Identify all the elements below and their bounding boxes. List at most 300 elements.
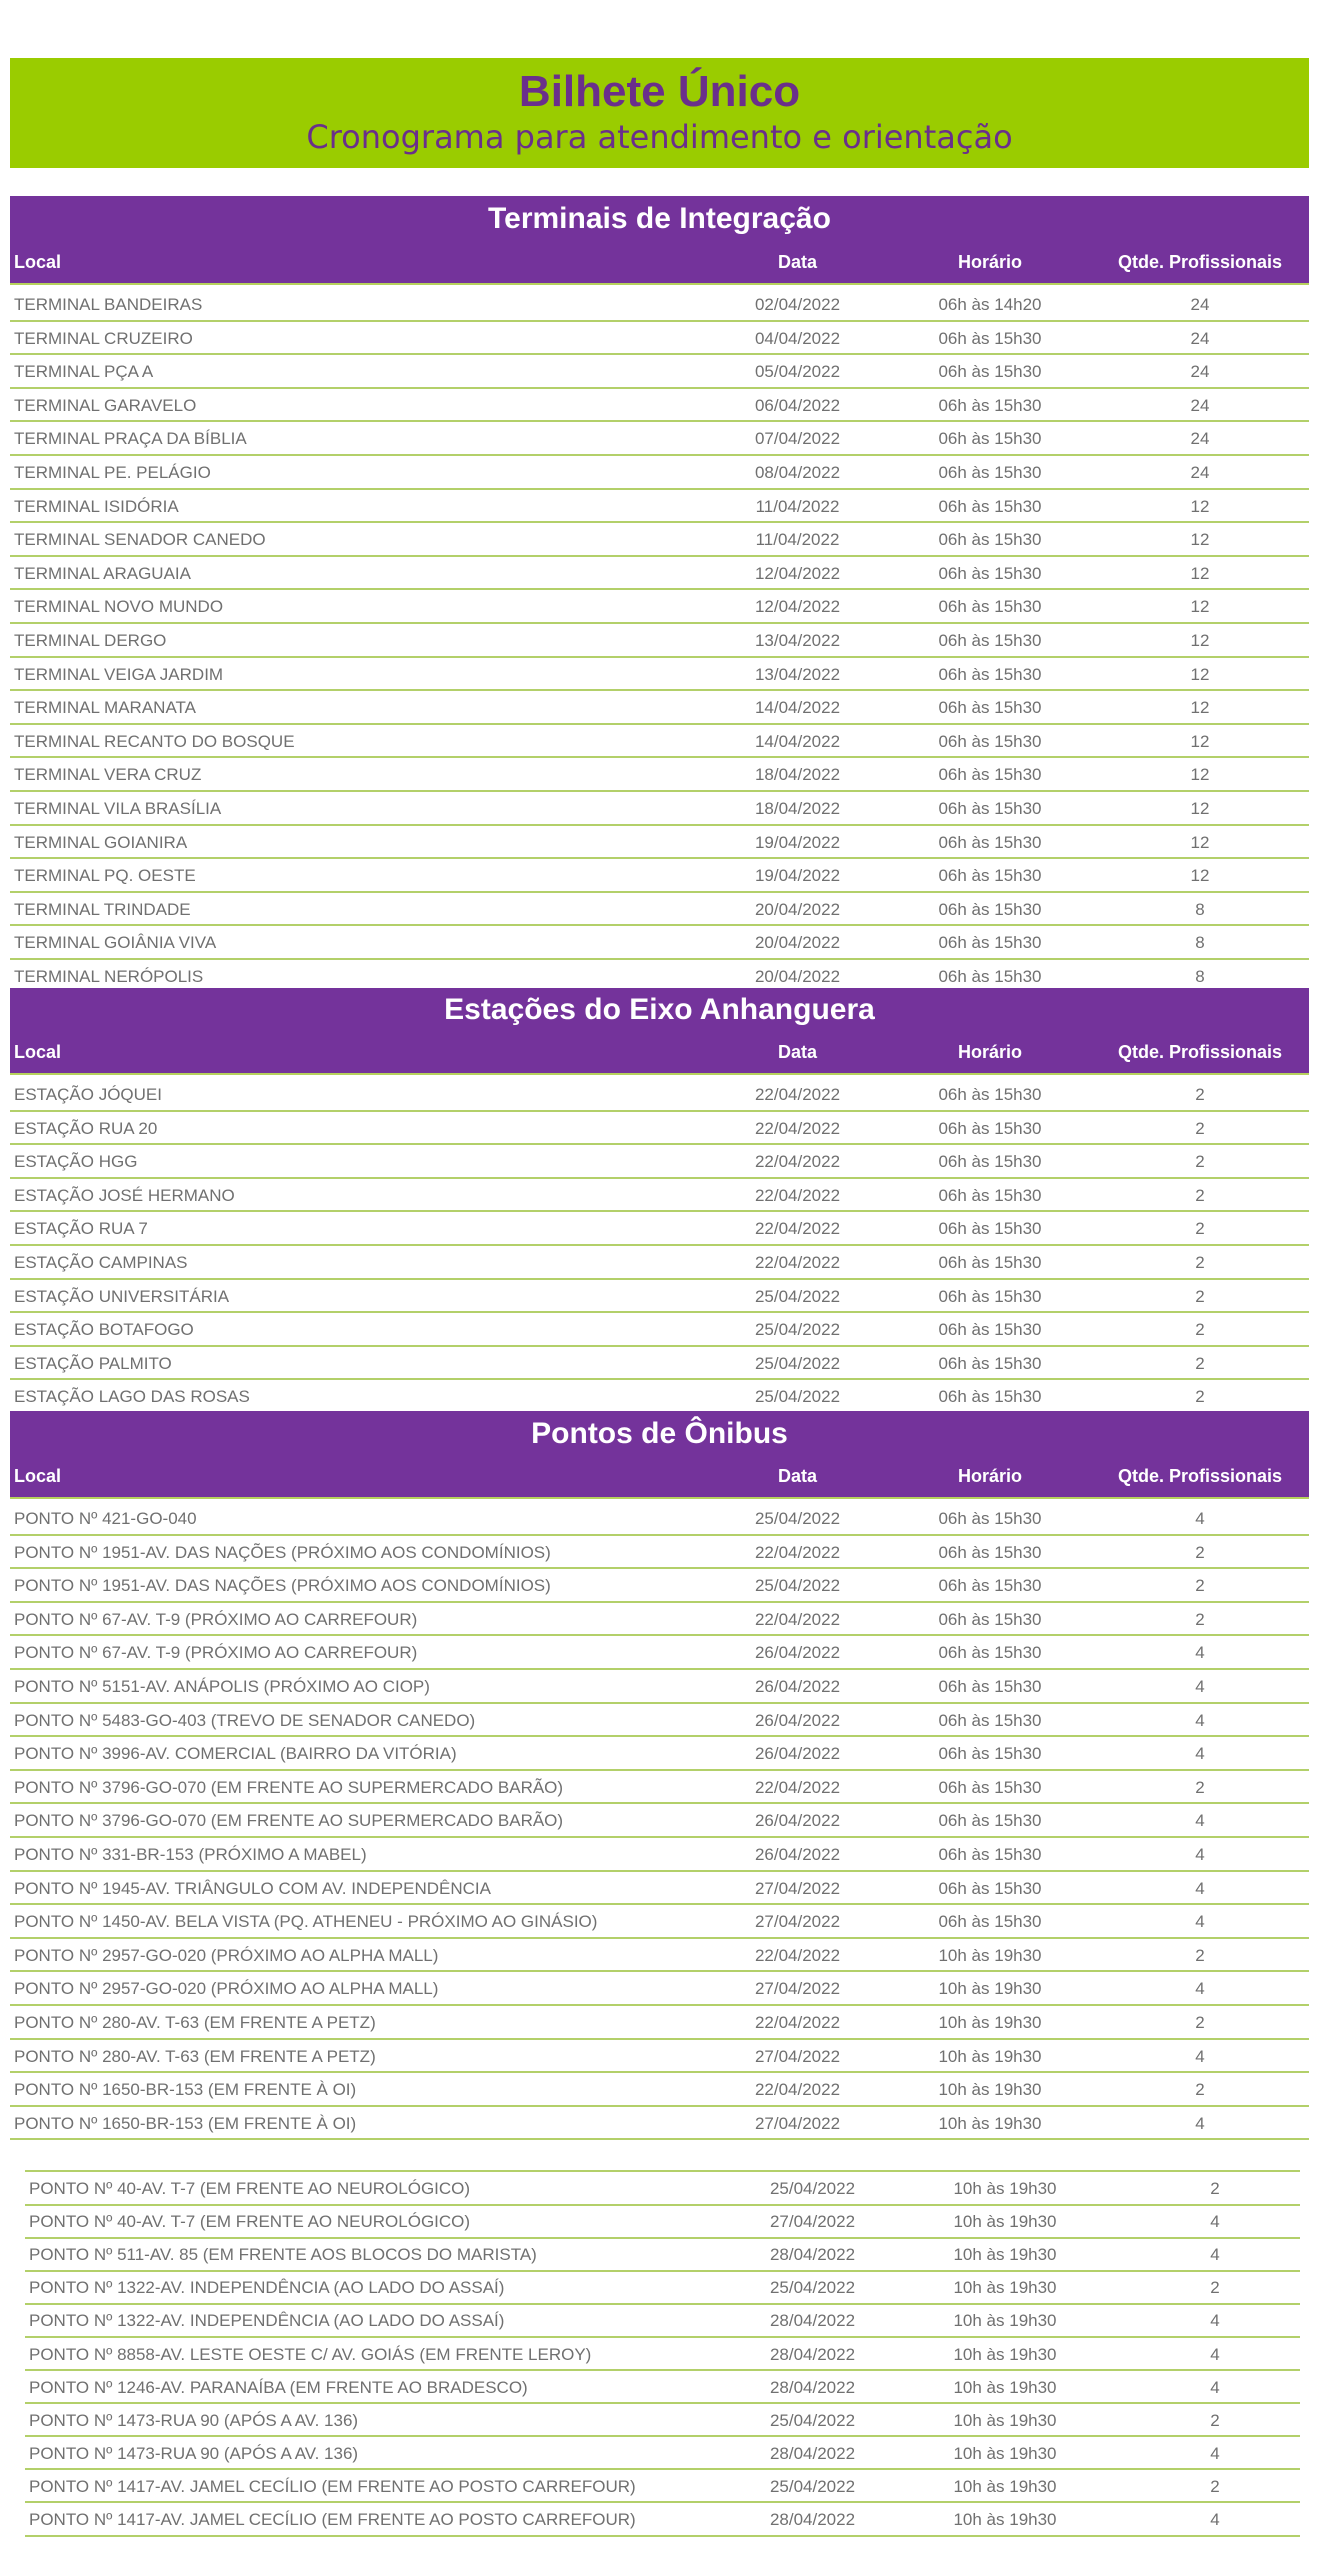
column-header-qtde: Qtde. Profissionais xyxy=(1117,1042,1283,1062)
cell-qtde: 24 xyxy=(1190,362,1210,382)
cell-local: TERMINAL GOIANIRA xyxy=(14,832,188,852)
table-row xyxy=(10,1905,1309,1939)
cell-horario: 06h às 15h30 xyxy=(938,1387,1042,1407)
cell-local: PONTO Nº 421-GO-040 xyxy=(14,1509,197,1528)
cell-horario: 10h às 19h30 xyxy=(953,2510,1057,2529)
table-row xyxy=(10,1939,1309,1973)
cell-qtde: 4 xyxy=(1195,2113,1205,2133)
cell-local: PONTO Nº 3996-AV. COMERCIAL (BAIRRO DA VITÓRIA) xyxy=(14,1744,457,1764)
cell-data: 28/04/2022 xyxy=(769,2510,856,2529)
cell-local: PONTO Nº 1473-RUA 90 (APÓS A AV. 136) xyxy=(29,2443,359,2463)
table-row xyxy=(10,1771,1309,1805)
cell-horario: 06h às 15h30 xyxy=(938,328,1042,348)
table-row xyxy=(10,1246,1309,1280)
cell-horario: 06h às 15h30 xyxy=(938,395,1042,415)
cell-horario: 10h às 19h30 xyxy=(953,2410,1057,2430)
cell-horario: 06h às 15h30 xyxy=(938,1811,1042,1831)
cell-horario: 10h às 19h30 xyxy=(953,2212,1057,2232)
column-header-data: Data xyxy=(777,1042,817,1062)
cell-data: 25/04/2022 xyxy=(754,1286,841,1306)
table-header xyxy=(10,242,1309,285)
cell-local: TERMINAL ISIDÓRIA xyxy=(14,496,179,516)
cell-data: 20/04/2022 xyxy=(754,899,841,919)
cell-local: PONTO Nº 1417-AV. JAMEL CECÍLIO (EM FRENTE AO POSTO CARREFOUR) xyxy=(29,2510,636,2529)
cell-qtde: 4 xyxy=(1195,1710,1205,1730)
cell-local: TERMINAL GARAVELO xyxy=(14,395,197,415)
cell-qtde: 2 xyxy=(1195,1609,1205,1629)
table-row xyxy=(10,1838,1309,1872)
cell-horario: 06h às 15h30 xyxy=(938,1710,1042,1730)
cell-qtde: 24 xyxy=(1190,295,1210,314)
cell-horario: 06h às 15h30 xyxy=(938,597,1042,617)
table-row xyxy=(10,658,1309,692)
cell-local: TERMINAL RECANTO DO BOSQUE xyxy=(14,731,295,751)
table-row xyxy=(25,2271,1300,2305)
table-row xyxy=(10,2107,1309,2141)
cell-horario: 10h às 19h30 xyxy=(938,2013,1042,2032)
cell-data: 26/04/2022 xyxy=(754,1710,841,1730)
cell-data: 27/04/2022 xyxy=(754,1878,841,1898)
cell-horario: 06h às 15h30 xyxy=(938,1744,1042,1764)
section-title: Terminais de Integração xyxy=(10,196,1309,242)
cell-horario: 06h às 15h30 xyxy=(938,1219,1042,1239)
cell-horario: 06h às 15h30 xyxy=(938,1353,1042,1373)
cell-qtde: 24 xyxy=(1190,463,1210,482)
cell-horario: 06h às 15h30 xyxy=(938,463,1042,482)
cell-local: ESTAÇÃO CAMPINAS xyxy=(14,1253,188,1272)
document-title: Bilhete Único xyxy=(518,67,801,116)
cell-local: ESTAÇÃO BOTAFOGO xyxy=(14,1320,194,1340)
table-row xyxy=(10,288,1309,322)
cell-horario: 06h às 15h30 xyxy=(938,832,1042,852)
cell-qtde: 12 xyxy=(1190,731,1210,751)
cell-data: 08/04/2022 xyxy=(754,463,841,482)
cell-qtde: 4 xyxy=(1195,1677,1205,1696)
table-row xyxy=(10,1280,1309,1314)
cell-data: 25/04/2022 xyxy=(769,2179,856,2198)
table-header xyxy=(10,1032,1309,1075)
cell-data: 18/04/2022 xyxy=(754,799,841,818)
table-row xyxy=(25,2172,1300,2206)
column-header-data: Data xyxy=(777,252,817,272)
cell-data: 19/04/2022 xyxy=(754,832,841,852)
column-header-local: Local xyxy=(14,252,62,272)
table-row xyxy=(10,523,1309,557)
cell-horario: 10h às 19h30 xyxy=(938,1979,1042,1999)
table-row xyxy=(10,1145,1309,1179)
cell-qtde: 2 xyxy=(1195,1320,1205,1340)
cell-horario: 10h às 19h30 xyxy=(938,1945,1042,1965)
cell-local: TERMINAL PRAÇA DA BÍBLIA xyxy=(14,429,247,449)
cell-local: PONTO Nº 1945-AV. TRIÂNGULO COM AV. INDEPENDÊNCIA xyxy=(14,1878,491,1898)
cell-data: 28/04/2022 xyxy=(769,2377,856,2397)
table-row xyxy=(10,322,1309,356)
cell-horario: 10h às 19h30 xyxy=(953,2278,1057,2298)
table-row xyxy=(10,1380,1309,1414)
cell-data: 22/04/2022 xyxy=(754,2013,841,2032)
cell-qtde: 2 xyxy=(1195,1387,1205,1407)
table-row xyxy=(10,1347,1309,1381)
column-header-horario: Horário xyxy=(957,1466,1022,1486)
table-row xyxy=(10,1569,1309,1603)
cell-local: ESTAÇÃO LAGO DAS ROSAS xyxy=(14,1387,250,1407)
cell-horario: 10h às 19h30 xyxy=(953,2443,1057,2463)
cell-horario: 06h às 15h30 xyxy=(938,1118,1042,1138)
cell-horario: 10h às 19h30 xyxy=(938,2080,1042,2100)
cell-qtde: 12 xyxy=(1190,866,1210,886)
cell-horario: 10h às 19h30 xyxy=(953,2476,1057,2496)
cell-horario: 06h às 15h30 xyxy=(938,1152,1042,1172)
cell-data: 28/04/2022 xyxy=(769,2245,856,2265)
cell-data: 02/04/2022 xyxy=(754,295,841,314)
cell-horario: 06h às 15h30 xyxy=(938,866,1042,886)
cell-data: 22/04/2022 xyxy=(754,1253,841,1272)
cell-qtde: 4 xyxy=(1210,2245,1220,2265)
cell-horario: 06h às 15h30 xyxy=(938,933,1042,953)
cell-data: 11/04/2022 xyxy=(755,530,840,550)
table-row xyxy=(10,1737,1309,1771)
cell-local: PONTO Nº 1322-AV. INDEPENDÊNCIA (AO LADO DO ASSAÍ) xyxy=(29,2311,505,2331)
cell-data: 26/04/2022 xyxy=(754,1643,841,1663)
cell-horario: 10h às 19h30 xyxy=(938,2046,1042,2066)
cell-data: 13/04/2022 xyxy=(754,631,841,650)
cell-horario: 06h às 15h30 xyxy=(938,1509,1042,1528)
cell-horario: 06h às 15h30 xyxy=(938,731,1042,751)
table-row xyxy=(25,2238,1300,2272)
cell-qtde: 24 xyxy=(1190,429,1210,449)
cell-data: 27/04/2022 xyxy=(754,1979,841,1999)
table-row xyxy=(10,1704,1309,1738)
cell-data: 22/04/2022 xyxy=(754,1945,841,1965)
cell-qtde: 2 xyxy=(1210,2476,1220,2496)
cell-local: PONTO Nº 2957-GO-020 (PRÓXIMO AO ALPHA MALL) xyxy=(14,1945,439,1965)
cell-horario: 06h às 15h30 xyxy=(938,967,1042,986)
table-row xyxy=(10,893,1309,927)
cell-data: 25/04/2022 xyxy=(754,1387,841,1407)
cell-local: TERMINAL VEIGA JARDIM xyxy=(14,664,224,684)
table-row xyxy=(10,557,1309,591)
cell-local: TERMINAL VILA BRASÍLIA xyxy=(14,799,222,818)
cell-local: TERMINAL VERA CRUZ xyxy=(14,765,202,785)
cell-data: 20/04/2022 xyxy=(754,967,841,986)
title-banner xyxy=(10,58,1309,168)
cell-data: 20/04/2022 xyxy=(754,933,841,953)
cell-data: 25/04/2022 xyxy=(769,2476,856,2496)
cell-data: 26/04/2022 xyxy=(754,1677,841,1696)
cell-qtde: 2 xyxy=(1195,1253,1205,1272)
cell-qtde: 4 xyxy=(1195,1878,1205,1898)
cell-qtde: 4 xyxy=(1195,1643,1205,1663)
table-row xyxy=(10,1670,1309,1704)
cell-local: TERMINAL NOVO MUNDO xyxy=(14,597,224,617)
cell-data: 22/04/2022 xyxy=(754,2080,841,2100)
cell-horario: 06h às 15h30 xyxy=(938,1845,1042,1864)
cell-local: PONTO Nº 67-AV. T-9 (PRÓXIMO AO CARREFOUR) xyxy=(14,1609,418,1629)
table-row xyxy=(10,1502,1309,1536)
cell-horario: 10h às 19h30 xyxy=(938,2113,1042,2133)
cell-local: PONTO Nº 280-AV. T-63 (EM FRENTE A PETZ) xyxy=(14,2046,376,2066)
cell-local: ESTAÇÃO RUA 20 xyxy=(14,1118,158,1138)
cell-local: TERMINAL GOIÂNIA VIVA xyxy=(14,933,217,953)
cell-qtde: 24 xyxy=(1190,328,1210,348)
table-row xyxy=(10,758,1309,792)
column-header-qtde: Qtde. Profissionais xyxy=(1117,252,1283,272)
section-title: Pontos de Ônibus xyxy=(10,1411,1309,1456)
cell-local: PONTO Nº 2957-GO-020 (PRÓXIMO AO ALPHA MALL) xyxy=(14,1979,439,1999)
cell-local: PONTO Nº 1650-BR-153 (EM FRENTE À OI) xyxy=(14,2113,357,2133)
cell-qtde: 12 xyxy=(1190,698,1210,718)
table-row xyxy=(10,2073,1309,2107)
cell-horario: 06h às 15h30 xyxy=(938,1609,1042,1629)
cell-qtde: 2 xyxy=(1210,2278,1220,2298)
cell-local: TERMINAL TRINDADE xyxy=(14,899,191,919)
cell-local: ESTAÇÃO JOSÉ HERMANO xyxy=(14,1185,235,1205)
cell-qtde: 2 xyxy=(1195,1353,1205,1373)
cell-qtde: 12 xyxy=(1190,563,1210,583)
cell-local: PONTO Nº 5483-GO-403 (TREVO DE SENADOR CANEDO) xyxy=(14,1710,476,1730)
cell-local: PONTO Nº 40-AV. T-7 (EM FRENTE AO NEUROLÓGICO) xyxy=(29,2179,471,2198)
cell-local: TERMINAL PÇA A xyxy=(14,362,154,382)
cell-qtde: 4 xyxy=(1195,1979,1205,1999)
cell-qtde: 2 xyxy=(1195,2013,1205,2032)
cell-local: PONTO Nº 1473-RUA 90 (APÓS A AV. 136) xyxy=(29,2410,359,2430)
table-row xyxy=(10,1112,1309,1146)
cell-local: PONTO Nº 1650-BR-153 (EM FRENTE À OI) xyxy=(14,2080,357,2100)
cell-qtde: 24 xyxy=(1190,395,1210,415)
cell-local: PONTO Nº 40-AV. T-7 (EM FRENTE AO NEUROLÓGICO) xyxy=(29,2212,471,2232)
table-row xyxy=(10,1536,1309,1570)
cell-data: 28/04/2022 xyxy=(769,2344,856,2364)
table-row xyxy=(10,624,1309,658)
cell-local: ESTAÇÃO PALMITO xyxy=(14,1353,172,1373)
table-row xyxy=(25,2404,1300,2438)
table-row xyxy=(10,1179,1309,1213)
cell-qtde: 4 xyxy=(1210,2443,1220,2463)
cell-data: 27/04/2022 xyxy=(754,1912,841,1932)
table-row xyxy=(25,2503,1300,2537)
table-row xyxy=(10,1636,1309,1670)
cell-qtde: 2 xyxy=(1195,1185,1205,1205)
cell-horario: 06h às 15h30 xyxy=(938,631,1042,650)
table-row xyxy=(10,1972,1309,2006)
cell-local: PONTO Nº 280-AV. T-63 (EM FRENTE A PETZ) xyxy=(14,2013,376,2032)
cell-qtde: 8 xyxy=(1195,899,1205,919)
cell-local: PONTO Nº 1450-AV. BELA VISTA (PQ. ATHENEU - PRÓXIMO AO GINÁSIO) xyxy=(14,1912,598,1932)
cell-qtde: 2 xyxy=(1195,1219,1205,1239)
cell-qtde: 2 xyxy=(1195,1777,1205,1797)
cell-data: 27/04/2022 xyxy=(754,2113,841,2133)
table-row xyxy=(25,2338,1300,2372)
cell-qtde: 12 xyxy=(1190,765,1210,785)
cell-horario: 06h às 15h30 xyxy=(938,1085,1042,1104)
cell-horario: 06h às 15h30 xyxy=(938,1286,1042,1306)
cell-horario: 06h às 15h30 xyxy=(938,1185,1042,1205)
cell-local: ESTAÇÃO HGG xyxy=(14,1152,138,1172)
cell-local: TERMINAL MARANATA xyxy=(14,698,196,718)
table-row xyxy=(10,389,1309,423)
table-row xyxy=(10,691,1309,725)
cell-local: TERMINAL DERGO xyxy=(14,631,167,650)
cell-data: 22/04/2022 xyxy=(754,1219,841,1239)
table-row xyxy=(25,2205,1300,2239)
table-row xyxy=(10,456,1309,490)
cell-data: 26/04/2022 xyxy=(754,1744,841,1764)
table-row xyxy=(10,1212,1309,1246)
cell-local: ESTAÇÃO RUA 7 xyxy=(14,1219,148,1239)
cell-data: 14/04/2022 xyxy=(754,698,841,718)
cell-data: 05/04/2022 xyxy=(754,362,841,382)
cell-qtde: 4 xyxy=(1195,1509,1205,1528)
cell-local: PONTO Nº 511-AV. 85 (EM FRENTE AOS BLOCOS DO MARISTA) xyxy=(29,2245,537,2265)
cell-local: PONTO Nº 67-AV. T-9 (PRÓXIMO AO CARREFOUR) xyxy=(14,1643,418,1663)
cell-data: 22/04/2022 xyxy=(754,1185,841,1205)
table-row xyxy=(10,2040,1309,2074)
cell-local: TERMINAL PQ. OESTE xyxy=(14,866,196,886)
table-row xyxy=(10,792,1309,826)
cell-qtde: 4 xyxy=(1210,2377,1220,2397)
cell-local: ESTAÇÃO JÓQUEI xyxy=(14,1085,162,1104)
table-row xyxy=(10,590,1309,624)
cell-data: 22/04/2022 xyxy=(754,1152,841,1172)
cell-data: 27/04/2022 xyxy=(769,2212,856,2232)
cell-data: 22/04/2022 xyxy=(754,1777,841,1797)
cell-qtde: 2 xyxy=(1195,2080,1205,2100)
cell-data: 07/04/2022 xyxy=(754,429,841,449)
cell-qtde: 4 xyxy=(1195,1845,1205,1864)
cell-horario: 06h às 15h30 xyxy=(938,1643,1042,1663)
cell-horario: 06h às 15h30 xyxy=(938,530,1042,550)
cell-data: 04/04/2022 xyxy=(754,328,841,348)
section-title: Estações do Eixo Anhanguera xyxy=(10,988,1309,1032)
cell-qtde: 4 xyxy=(1195,1912,1205,1932)
cell-horario: 06h às 15h30 xyxy=(938,362,1042,382)
cell-qtde: 2 xyxy=(1210,2179,1220,2198)
table-row xyxy=(10,1078,1309,1112)
cell-horario: 06h às 15h30 xyxy=(938,1253,1042,1272)
table-row xyxy=(25,2304,1300,2338)
cell-horario: 10h às 19h30 xyxy=(953,2344,1057,2364)
cell-local: PONTO Nº 1951-AV. DAS NAÇÕES (PRÓXIMO AOS CONDOMÍNIOS) xyxy=(14,1542,551,1562)
cell-data: 25/04/2022 xyxy=(754,1576,841,1596)
cell-data: 12/04/2022 xyxy=(754,563,841,583)
cell-data: 26/04/2022 xyxy=(754,1845,841,1864)
cell-horario: 10h às 19h30 xyxy=(953,2311,1057,2331)
cell-horario: 06h às 15h30 xyxy=(938,496,1042,516)
cell-local: PONTO Nº 8858-AV. LESTE OESTE C/ AV. GOIÁS (EM FRENTE LEROY) xyxy=(29,2344,592,2364)
cell-qtde: 12 xyxy=(1190,496,1210,516)
cell-local: TERMINAL PE. PELÁGIO xyxy=(14,463,211,482)
cell-data: 25/04/2022 xyxy=(754,1320,841,1340)
cell-local: PONTO Nº 3796-GO-070 (EM FRENTE AO SUPERMERCADO BARÃO) xyxy=(14,1811,564,1831)
table-row xyxy=(10,1603,1309,1637)
cell-horario: 06h às 15h30 xyxy=(938,429,1042,449)
cell-data: 22/04/2022 xyxy=(754,1609,841,1629)
cell-local: PONTO Nº 331-BR-153 (PRÓXIMO A MABEL) xyxy=(14,1845,367,1864)
column-header-qtde: Qtde. Profissionais xyxy=(1117,1466,1283,1486)
cell-qtde: 4 xyxy=(1195,1811,1205,1831)
table-row xyxy=(10,355,1309,389)
cell-local: PONTO Nº 1951-AV. DAS NAÇÕES (PRÓXIMO AOS CONDOMÍNIOS) xyxy=(14,1576,551,1596)
cell-horario: 10h às 19h30 xyxy=(953,2179,1057,2198)
cell-qtde: 2 xyxy=(1195,1945,1205,1965)
table-row xyxy=(10,1313,1309,1347)
column-header-data: Data xyxy=(777,1466,817,1486)
cell-qtde: 2 xyxy=(1210,2410,1220,2430)
cell-local: TERMINAL ARAGUAIA xyxy=(14,563,191,583)
cell-local: TERMINAL CRUZEIRO xyxy=(14,328,193,348)
table-header xyxy=(10,1456,1309,1499)
cell-data: 22/04/2022 xyxy=(754,1118,841,1138)
cell-data: 19/04/2022 xyxy=(754,866,841,886)
cell-qtde: 12 xyxy=(1190,631,1210,650)
cell-data: 25/04/2022 xyxy=(754,1353,841,1373)
table-row xyxy=(10,422,1309,456)
cell-data: 25/04/2022 xyxy=(754,1509,841,1528)
cell-qtde: 12 xyxy=(1190,597,1210,617)
table-row xyxy=(25,2437,1300,2471)
cell-local: PONTO Nº 1417-AV. JAMEL CECÍLIO (EM FRENTE AO POSTO CARREFOUR) xyxy=(29,2476,636,2496)
column-header-horario: Horário xyxy=(957,1042,1022,1062)
cell-data: 11/04/2022 xyxy=(755,496,840,516)
cell-data: 25/04/2022 xyxy=(769,2410,856,2430)
cell-local: PONTO Nº 1322-AV. INDEPENDÊNCIA (AO LADO DO ASSAÍ) xyxy=(29,2278,505,2298)
cell-data: 28/04/2022 xyxy=(769,2443,856,2463)
cell-horario: 06h às 15h30 xyxy=(938,563,1042,583)
table-row xyxy=(25,2371,1300,2405)
cell-horario: 06h às 15h30 xyxy=(938,799,1042,818)
cell-local: TERMINAL SENADOR CANEDO xyxy=(14,530,266,550)
cell-data: 13/04/2022 xyxy=(754,664,841,684)
cell-data: 28/04/2022 xyxy=(769,2311,856,2331)
cell-local: PONTO Nº 5151-AV. ANÁPOLIS (PRÓXIMO AO CIOP) xyxy=(14,1677,430,1696)
cell-horario: 06h às 15h30 xyxy=(938,664,1042,684)
cell-qtde: 4 xyxy=(1210,2510,1220,2529)
cell-data: 27/04/2022 xyxy=(754,2046,841,2066)
cell-qtde: 4 xyxy=(1195,1744,1205,1764)
cell-data: 22/04/2022 xyxy=(754,1085,841,1104)
cell-qtde: 2 xyxy=(1195,1286,1205,1306)
table-row xyxy=(25,2470,1300,2504)
cell-qtde: 4 xyxy=(1210,2311,1220,2331)
cell-qtde: 4 xyxy=(1210,2212,1220,2232)
cell-local: PONTO Nº 1246-AV. PARANAÍBA (EM FRENTE AO BRADESCO) xyxy=(29,2377,528,2397)
cell-qtde: 8 xyxy=(1195,933,1205,953)
cell-data: 22/04/2022 xyxy=(754,1542,841,1562)
cell-data: 25/04/2022 xyxy=(769,2278,856,2298)
cell-horario: 06h às 15h30 xyxy=(938,1320,1042,1340)
document-subtitle: Cronograma para atendimento e orientação xyxy=(306,118,1013,156)
cell-qtde: 2 xyxy=(1195,1576,1205,1596)
cell-qtde: 4 xyxy=(1210,2344,1220,2364)
table-row xyxy=(10,926,1309,960)
cell-horario: 10h às 19h30 xyxy=(953,2377,1057,2397)
cell-qtde: 2 xyxy=(1195,1085,1205,1104)
cell-qtde: 12 xyxy=(1190,799,1210,818)
column-header-local: Local xyxy=(14,1466,62,1486)
cell-data: 12/04/2022 xyxy=(754,597,841,617)
cell-horario: 06h às 15h30 xyxy=(938,1677,1042,1696)
cell-horario: 06h às 15h30 xyxy=(938,765,1042,785)
table-row xyxy=(10,1804,1309,1838)
cell-qtde: 12 xyxy=(1190,664,1210,684)
cell-horario: 06h às 14h20 xyxy=(938,295,1042,314)
cell-local: TERMINAL BANDEIRAS xyxy=(14,295,203,314)
cell-qtde: 12 xyxy=(1190,832,1210,852)
cell-qtde: 2 xyxy=(1195,1152,1205,1172)
table-row xyxy=(10,2006,1309,2040)
table-row xyxy=(10,1872,1309,1906)
cell-horario: 06h às 15h30 xyxy=(938,1777,1042,1797)
